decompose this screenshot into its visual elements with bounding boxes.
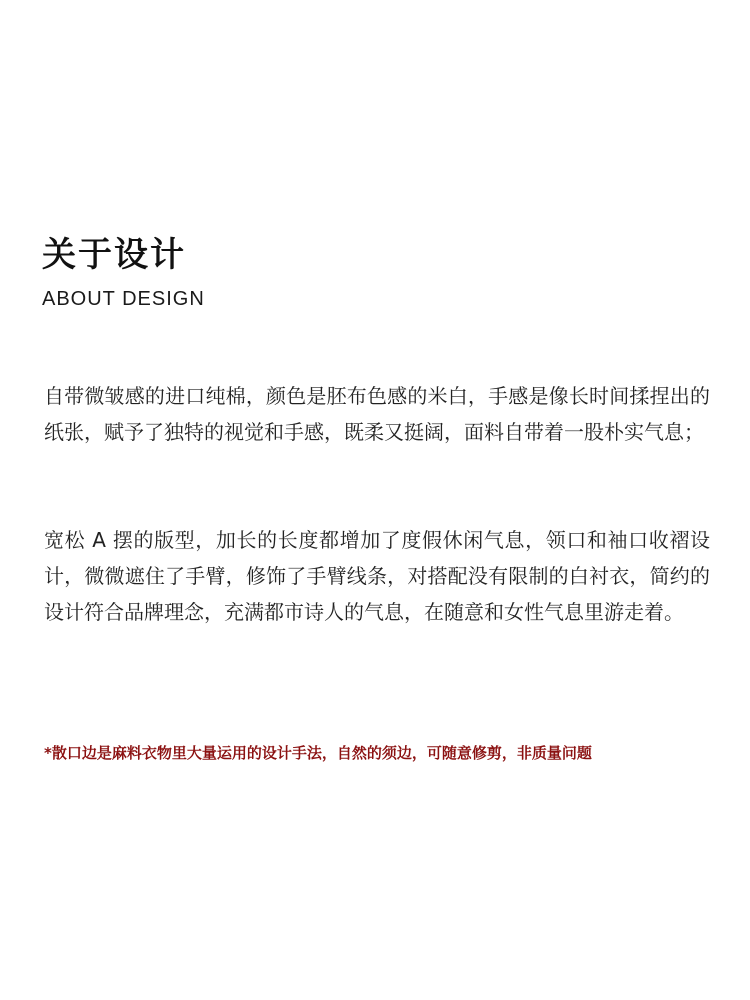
section-title: 关于设计 [42,235,186,275]
care-note: *散口边是麻料衣物里大量运用的设计手法，自然的须边，可随意修剪，非质量问题 [44,744,592,762]
design-paragraph-fabric: 自带微皱感的进口纯棉，颜色是胚布色感的米白，手感是像长时间揉捏出的纸张，赋予了独特的视觉和手感，既柔又挺阔，面料自带着一股朴实气息； [44,384,710,444]
section-subtitle: ABOUT DESIGN [42,288,205,310]
design-paragraph-silhouette: 宽松 A 摆的版型，加长的长度都增加了度假休闲气息，领口和袖口收褶设计，微微遮住了手臂，修饰了手臂线条，对搭配没有限制的白衬衣，简约的设计符合品牌理念，充满都市诗人的气息，在随意和女性气息里游走着。 [44,528,710,624]
